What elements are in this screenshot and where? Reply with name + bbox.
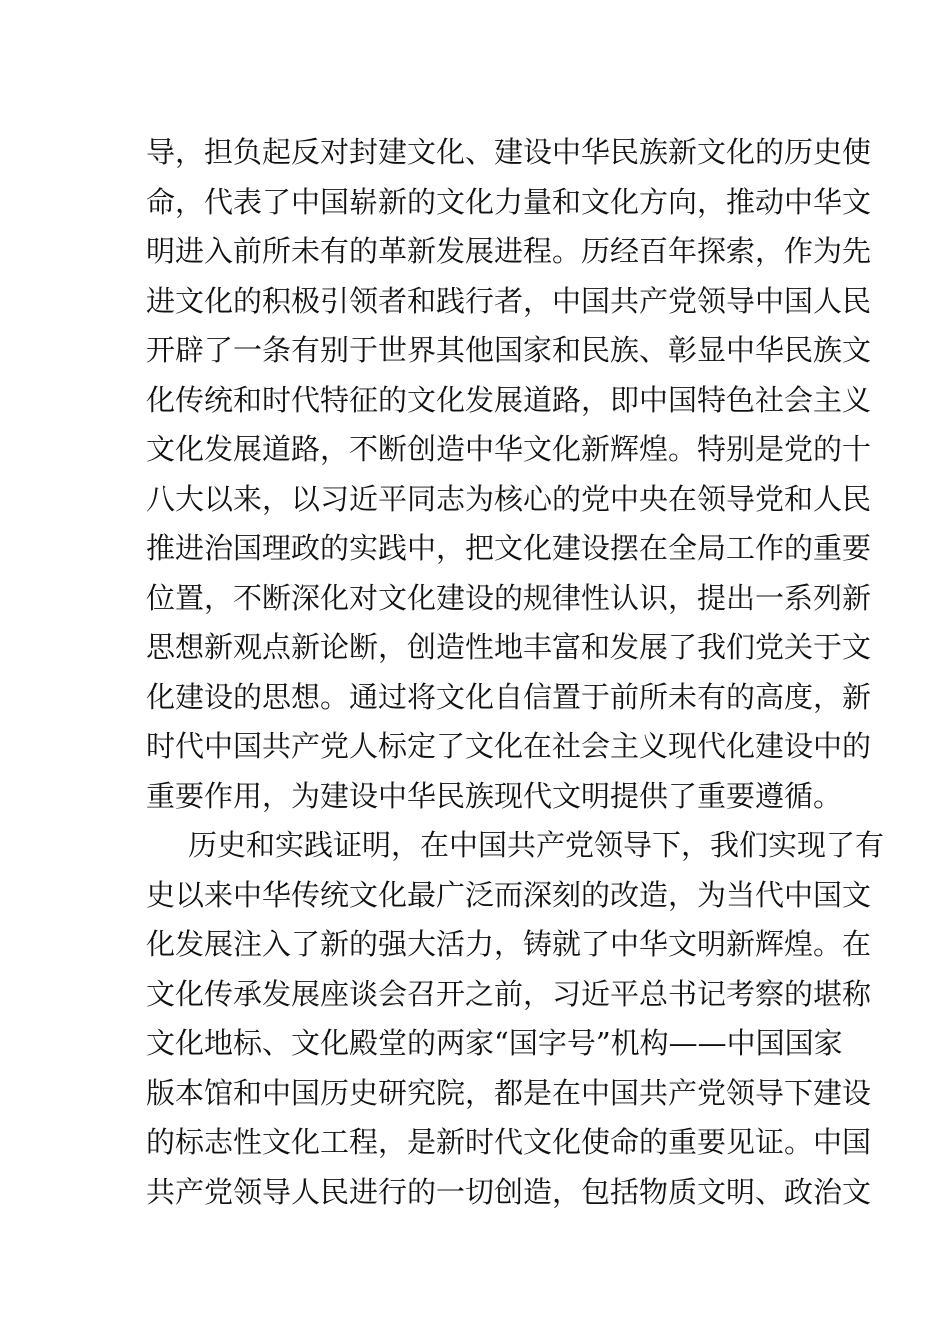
paragraph-line: 思想新观点新论断，创造性地丰富和发展了我们党关于文 xyxy=(146,630,872,664)
paragraph-line: 推进治国理政的实践中，把文化建设摆在全局工作的重要 xyxy=(146,531,872,565)
paragraph-line: 位置，不断深化对文化建设的规律性认识，提出一系列新 xyxy=(146,580,872,615)
paragraph-line: 进文化的积极引领者和践行者，中国共产党领导中国人民 xyxy=(146,283,872,318)
paragraph-line: 文化发展道路，不断创造中华文化新辉煌。特别是党的十 xyxy=(146,432,872,466)
paragraph-line: 时代中国共产党人标定了文化在社会主义现代化建设中的 xyxy=(146,729,872,763)
paragraph-line: 明进入前所未有的革新发展进程。历经百年探索，作为先 xyxy=(146,234,872,268)
paragraph-line: 化发展注入了新的强大活力，铸就了中华文明新辉煌。在 xyxy=(146,927,872,961)
paragraph-line: 文化地标、文化殿堂的两家“国字号”机构——中国国家 xyxy=(146,1026,843,1060)
paragraph-line: 历史和实践证明，在中国共产党领导下，我们实现了有 xyxy=(188,828,885,862)
paragraph-line: 版本馆和中国历史研究院，都是在中国共产党领导下建设 xyxy=(146,1075,872,1110)
paragraph-line: 史以来中华传统文化最广泛而深刻的改造，为当代中国文 xyxy=(146,877,872,912)
paragraph-line: 重要作用，为建设中华民族现代文明提供了重要遵循。 xyxy=(146,778,843,813)
paragraph-line: 化建设的思想。通过将文化自信置于前所未有的高度，新 xyxy=(146,679,872,714)
paragraph-line: 开辟了一条有别于世界其他国家和民族、彰显中华民族文 xyxy=(146,333,872,367)
body-text xyxy=(146,128,885,1217)
paragraph-line: 命，代表了中国崭新的文化力量和文化方向，推动中华文 xyxy=(146,184,872,219)
paragraph-line: 导，担负起反对封建文化、建设中华民族新文化的历史使 xyxy=(146,135,872,169)
paragraph-line: 化传统和时代特征的文化发展道路，即中国特色社会主义 xyxy=(146,382,872,417)
paragraph-line: 八大以来，以习近平同志为核心的党中央在领导党和人民 xyxy=(146,481,872,516)
paragraph-line: 文化传承发展座谈会召开之前，习近平总书记考察的堪称 xyxy=(146,976,872,1011)
paragraph-line: 的标志性文化工程，是新时代文化使命的重要见证。中国 xyxy=(146,1125,872,1159)
paragraph-line: 共产党领导人民进行的一切创造，包括物质文明、政治文 xyxy=(146,1174,872,1209)
